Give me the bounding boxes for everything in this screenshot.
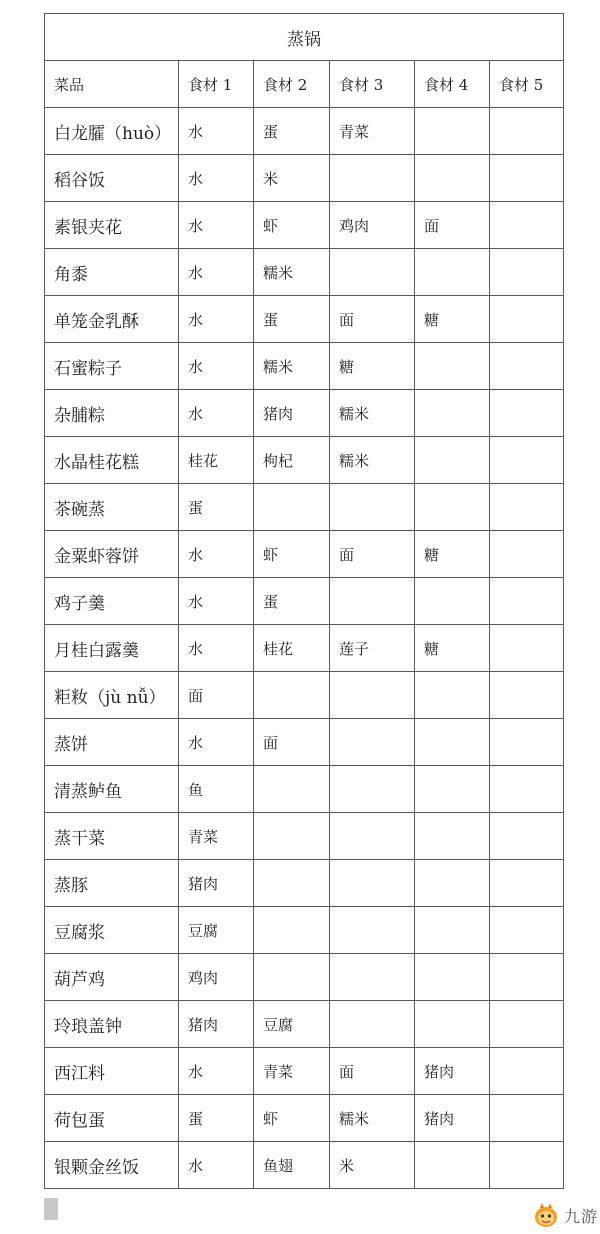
table-row: [45, 954, 564, 1001]
ingredient-cell: [415, 343, 490, 390]
dish-name-cell: 西江料: [45, 1048, 179, 1095]
ingredient-cell: [490, 484, 564, 531]
ingredient-cell: [490, 719, 564, 766]
ingredient-cell: 面: [415, 202, 490, 249]
ingredient-cell: 水: [179, 155, 254, 202]
table-row: [45, 531, 564, 578]
table-row: [45, 108, 564, 155]
ingredient-cell: [254, 907, 330, 954]
dish-name-cell: 素银夹花: [45, 202, 179, 249]
table-row: [45, 155, 564, 202]
ingredient-cell: 猪肉: [415, 1095, 490, 1142]
ingredient-cell: 糖: [415, 296, 490, 343]
ingredient-cell: 猪肉: [179, 860, 254, 907]
column-header-ingredient-4: 食材 4: [415, 61, 490, 108]
table-row: [45, 766, 564, 813]
ingredient-cell: [490, 202, 564, 249]
ingredient-cell: [490, 1095, 564, 1142]
table-row: [45, 578, 564, 625]
table-header-row: [45, 61, 564, 108]
ingredient-cell: [254, 766, 330, 813]
ingredient-cell: [254, 954, 330, 1001]
ingredient-cell: [490, 296, 564, 343]
ingredient-cell: 面: [330, 1048, 415, 1095]
ingredient-cell: 糯米: [330, 390, 415, 437]
ingredient-cell: 蛋: [179, 1095, 254, 1142]
table-body: [45, 108, 564, 1189]
ingredient-cell: 水: [179, 249, 254, 296]
dish-name-cell: 鸡子羹: [45, 578, 179, 625]
ingredient-cell: 水: [179, 202, 254, 249]
dish-name-cell: 白龙臛（huò）: [45, 108, 179, 155]
table-row: [45, 202, 564, 249]
ingredient-cell: 水: [179, 1142, 254, 1189]
ingredient-cell: 虾: [254, 202, 330, 249]
ingredient-cell: [415, 907, 490, 954]
table-row: [45, 1048, 564, 1095]
table-row: [45, 343, 564, 390]
ingredient-cell: 莲子: [330, 625, 415, 672]
ingredient-cell: [490, 766, 564, 813]
dish-name-cell: 蒸饼: [45, 719, 179, 766]
ingredient-cell: [330, 719, 415, 766]
dish-name-cell: 葫芦鸡: [45, 954, 179, 1001]
dish-name-cell: 粔籹（jù nǚ）: [45, 672, 179, 719]
table-row: [45, 813, 564, 860]
ingredient-cell: [490, 625, 564, 672]
ingredient-cell: [490, 907, 564, 954]
ingredient-cell: [254, 860, 330, 907]
ingredient-cell: 蛋: [254, 296, 330, 343]
ingredient-cell: [415, 719, 490, 766]
dish-name-cell: 茶碗蒸: [45, 484, 179, 531]
ingredient-cell: [490, 108, 564, 155]
ingredient-cell: [415, 484, 490, 531]
ingredient-cell: 水: [179, 1048, 254, 1095]
table-title-row: [45, 14, 564, 61]
ingredient-cell: [490, 813, 564, 860]
ingredient-cell: [254, 813, 330, 860]
ingredient-cell: 糖: [415, 625, 490, 672]
table-row: [45, 296, 564, 343]
column-header-ingredient-3: 食材 3: [330, 61, 415, 108]
table-row: [45, 249, 564, 296]
ingredient-cell: [254, 672, 330, 719]
ingredient-cell: 水: [179, 531, 254, 578]
ingredient-cell: [330, 766, 415, 813]
ingredient-cell: [330, 907, 415, 954]
dish-name-cell: 石蜜粽子: [45, 343, 179, 390]
ingredient-cell: [415, 249, 490, 296]
ingredient-cell: 糖: [330, 343, 415, 390]
ingredient-cell: [415, 672, 490, 719]
ingredient-cell: [330, 672, 415, 719]
ingredient-cell: 糯米: [330, 1095, 415, 1142]
dish-name-cell: 金粟虾蓉饼: [45, 531, 179, 578]
ingredient-cell: 猪肉: [415, 1048, 490, 1095]
ingredient-cell: [490, 343, 564, 390]
ingredient-cell: 蛋: [254, 108, 330, 155]
ingredient-cell: 糯米: [254, 343, 330, 390]
table-row: [45, 1095, 564, 1142]
ingredient-cell: 水: [179, 719, 254, 766]
dish-name-cell: 蒸豚: [45, 860, 179, 907]
ingredient-cell: 猪肉: [254, 390, 330, 437]
ingredient-cell: [330, 578, 415, 625]
ingredient-cell: [330, 155, 415, 202]
ingredient-cell: 鸡肉: [179, 954, 254, 1001]
ingredient-cell: 虾: [254, 1095, 330, 1142]
ingredient-cell: 水: [179, 343, 254, 390]
column-header-ingredient-5: 食材 5: [490, 61, 564, 108]
ingredient-cell: [490, 155, 564, 202]
dish-name-cell: 水晶桂花糕: [45, 437, 179, 484]
ingredient-cell: 米: [330, 1142, 415, 1189]
column-header-dish: 菜品: [45, 61, 179, 108]
ingredient-cell: 水: [179, 296, 254, 343]
ingredient-cell: [330, 1001, 415, 1048]
ingredient-cell: 鱼翅: [254, 1142, 330, 1189]
ingredient-cell: [330, 484, 415, 531]
ingredient-cell: [254, 484, 330, 531]
ingredient-cell: 水: [179, 578, 254, 625]
ingredient-cell: [415, 390, 490, 437]
ingredient-cell: [415, 108, 490, 155]
ingredient-cell: 鸡肉: [330, 202, 415, 249]
ingredient-cell: 桂花: [179, 437, 254, 484]
ingredient-cell: 糯米: [254, 249, 330, 296]
ingredient-cell: [415, 766, 490, 813]
ingredient-cell: [490, 1142, 564, 1189]
column-header-ingredient-1: 食材 1: [179, 61, 254, 108]
ingredient-cell: 青菜: [254, 1048, 330, 1095]
column-header-ingredient-2: 食材 2: [254, 61, 330, 108]
table-title: 蒸锅: [45, 14, 564, 61]
ingredient-cell: [490, 578, 564, 625]
ingredient-cell: 虾: [254, 531, 330, 578]
steamer-recipe-table: [44, 13, 564, 1189]
ingredient-cell: [330, 954, 415, 1001]
ingredient-cell: [415, 155, 490, 202]
ingredient-cell: 豆腐: [179, 907, 254, 954]
ingredient-cell: 鱼: [179, 766, 254, 813]
ingredient-cell: [490, 390, 564, 437]
ingredient-cell: 糖: [415, 531, 490, 578]
ingredient-cell: [490, 672, 564, 719]
ingredient-cell: 豆腐: [254, 1001, 330, 1048]
table-row: [45, 437, 564, 484]
ingredient-cell: [490, 1048, 564, 1095]
dish-name-cell: 蒸干菜: [45, 813, 179, 860]
jiuyou-mascot-icon: [532, 1201, 560, 1229]
ingredient-cell: 糯米: [330, 437, 415, 484]
table-row: [45, 484, 564, 531]
ingredient-cell: [415, 1142, 490, 1189]
site-watermark: [532, 1200, 600, 1230]
ingredient-cell: 青菜: [179, 813, 254, 860]
ingredient-cell: [415, 1001, 490, 1048]
ingredient-cell: 面: [179, 672, 254, 719]
dish-name-cell: 角黍: [45, 249, 179, 296]
watermark-text: 九游: [563, 1206, 598, 1226]
ingredient-cell: 面: [330, 531, 415, 578]
ingredient-cell: 水: [179, 625, 254, 672]
ingredient-cell: 水: [179, 108, 254, 155]
table-row: [45, 390, 564, 437]
ingredient-cell: 桂花: [254, 625, 330, 672]
ingredient-cell: 面: [330, 296, 415, 343]
ingredient-cell: [415, 860, 490, 907]
ingredient-cell: 青菜: [330, 108, 415, 155]
table-row: [45, 1142, 564, 1189]
ingredient-cell: 水: [179, 390, 254, 437]
ingredient-cell: 面: [254, 719, 330, 766]
dish-name-cell: 荷包蛋: [45, 1095, 179, 1142]
table-row: [45, 719, 564, 766]
ingredient-cell: [415, 437, 490, 484]
ingredient-cell: 猪肉: [179, 1001, 254, 1048]
table-row: [45, 907, 564, 954]
dish-name-cell: 豆腐浆: [45, 907, 179, 954]
ingredient-cell: [330, 860, 415, 907]
ingredient-cell: 蛋: [254, 578, 330, 625]
dish-name-cell: 玲琅盖钟: [45, 1001, 179, 1048]
table-row: [45, 860, 564, 907]
ingredient-cell: [415, 813, 490, 860]
text-cursor-selection: [44, 1198, 58, 1220]
table-row: [45, 1001, 564, 1048]
ingredient-cell: 枸杞: [254, 437, 330, 484]
table-row: [45, 672, 564, 719]
ingredient-cell: [330, 249, 415, 296]
table-row: [45, 625, 564, 672]
dish-name-cell: 银颗金丝饭: [45, 1142, 179, 1189]
dish-name-cell: 清蒸鲈鱼: [45, 766, 179, 813]
dish-name-cell: 单笼金乳酥: [45, 296, 179, 343]
ingredient-cell: [415, 578, 490, 625]
ingredient-cell: [415, 954, 490, 1001]
ingredient-cell: [490, 1001, 564, 1048]
ingredient-cell: [490, 249, 564, 296]
ingredient-cell: 米: [254, 155, 330, 202]
ingredient-cell: [330, 813, 415, 860]
ingredient-cell: [490, 860, 564, 907]
ingredient-cell: 蛋: [179, 484, 254, 531]
ingredient-cell: [490, 531, 564, 578]
dish-name-cell: 杂脯粽: [45, 390, 179, 437]
ingredient-cell: [490, 437, 564, 484]
dish-name-cell: 月桂白露羹: [45, 625, 179, 672]
dish-name-cell: 稻谷饭: [45, 155, 179, 202]
ingredient-cell: [490, 954, 564, 1001]
